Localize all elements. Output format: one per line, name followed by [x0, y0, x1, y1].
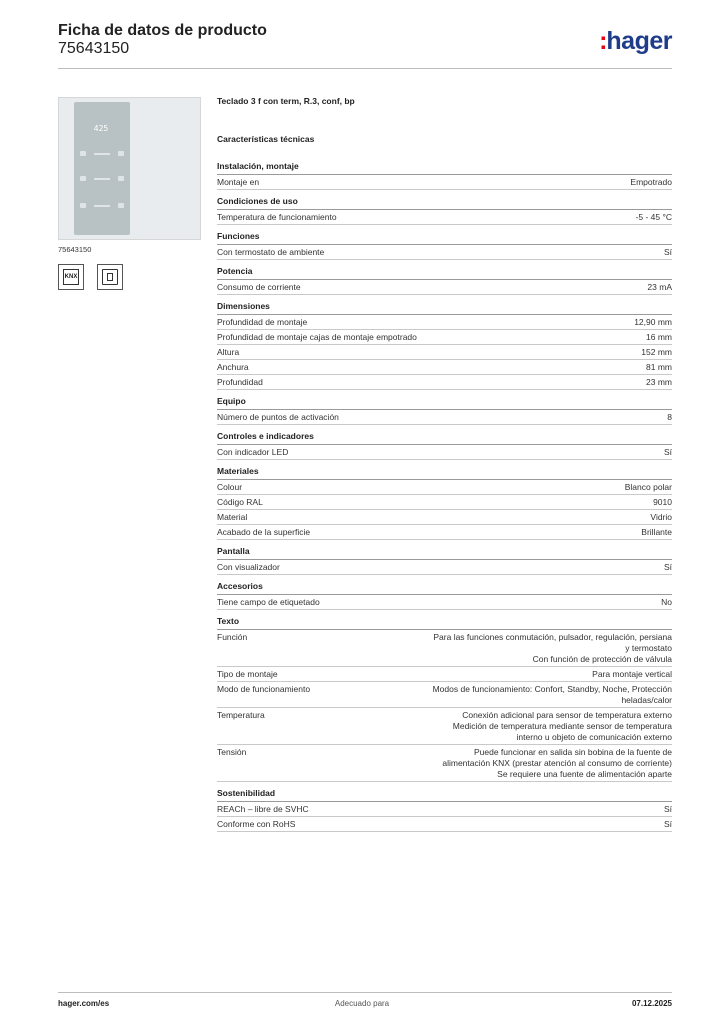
logo-text: hager — [606, 27, 672, 55]
spec-label: Función — [217, 632, 248, 642]
spec-section — [217, 196, 672, 225]
spec-section — [217, 266, 672, 295]
spec-row — [217, 480, 672, 495]
logo-colon: : — [599, 27, 606, 55]
spec-value: Para montaje vertical — [592, 669, 672, 679]
spec-row — [217, 630, 672, 667]
spec-section-title: Controles e indicadores — [217, 431, 672, 445]
knx-symbol-icon: KNX — [58, 264, 84, 290]
hager-logo[interactable] — [599, 27, 672, 56]
spec-row — [217, 510, 672, 525]
spec-section-title: Condiciones de uso — [217, 196, 672, 210]
spec-section — [217, 788, 672, 832]
document-title: Ficha de datos de producto — [58, 22, 267, 39]
footer-suitable-for: Adecuado para — [334, 999, 390, 1008]
footer-divider — [58, 992, 672, 993]
spec-section — [217, 431, 672, 460]
footer-date: 07.12.2025 — [631, 999, 672, 1008]
spec-section-title: Equipo — [217, 396, 672, 410]
spec-row — [217, 345, 672, 360]
spec-section — [217, 161, 672, 190]
spec-section-title: Sostenibilidad — [217, 788, 672, 802]
spec-label: Profundidad — [217, 377, 263, 387]
spec-label: Con termostato de ambiente — [217, 247, 325, 257]
spec-value: Conexión adicional para sensor de temperatura externo Medición de temperatura mediante sensor de temperatura interno u objeto de comunicación externo — [452, 710, 672, 742]
spec-label: Con visualizador — [217, 562, 280, 572]
spec-value: No — [661, 597, 672, 607]
spec-label: Montaje en — [217, 177, 260, 187]
spec-row — [217, 560, 672, 575]
spec-value: Sí — [663, 804, 672, 814]
product-description: Teclado 3 f con term, R.3, conf, bp — [217, 96, 355, 106]
spec-row — [217, 445, 672, 460]
spec-section-title: Accesorios — [217, 581, 672, 595]
spec-label: Código RAL — [217, 497, 263, 507]
spec-value: Sí — [663, 562, 672, 572]
technical-content — [217, 96, 672, 838]
spec-section — [217, 616, 672, 782]
spec-row — [217, 375, 672, 390]
product-image — [58, 97, 201, 240]
footer-website-link[interactable]: hager.com/es — [58, 999, 110, 1008]
spec-value: 8 — [667, 412, 672, 422]
spec-value: Vidrio — [650, 512, 672, 522]
spec-row — [217, 245, 672, 260]
spec-value: 23 mm — [646, 377, 672, 387]
spec-section-title: Instalación, montaje — [217, 161, 672, 175]
spec-label: Anchura — [217, 362, 249, 372]
spec-row — [217, 330, 672, 345]
spec-section-title: Pantalla — [217, 546, 672, 560]
spec-value: Empotrado — [630, 177, 672, 187]
spec-label: Temperatura — [217, 710, 265, 720]
spec-label: Conforme con RoHS — [217, 819, 296, 829]
spec-label: Tipo de montaje — [217, 669, 278, 679]
spec-value: -5 - 45 °C — [635, 212, 672, 222]
spec-label: Modo de funcionamiento — [217, 684, 311, 694]
spec-section-title: Texto — [217, 616, 672, 630]
spec-value: Para las funciones conmutación, pulsador, regulación, persiana y termostato Con función de protección de válvula — [433, 632, 672, 664]
spec-value: Sí — [663, 447, 672, 457]
spec-label: Tensión — [217, 747, 247, 757]
spec-label: Con indicador LED — [217, 447, 289, 457]
spec-section — [217, 581, 672, 610]
spec-row — [217, 410, 672, 425]
spec-label: Acabado de la superficie — [217, 527, 311, 537]
spec-value: 81 mm — [646, 362, 672, 372]
spec-value: Puede funcionar en salida sin bobina de la fuente de alimentación KNX (prestar atención al consumo de corriente) Se requiere una fuente de alimentación aparte — [442, 747, 672, 779]
spec-section-title: Potencia — [217, 266, 672, 280]
spec-label: Altura — [217, 347, 240, 357]
spec-section — [217, 231, 672, 260]
spec-row — [217, 315, 672, 330]
spec-label: Profundidad de montaje cajas de montaje empotrado — [217, 332, 417, 342]
spec-row — [217, 210, 672, 225]
spec-row — [217, 817, 672, 832]
spec-value: 23 mA — [647, 282, 672, 292]
spec-label: REACh – libre de SVHC — [217, 804, 309, 814]
keypad-button-row — [80, 202, 124, 212]
spec-value: Sí — [663, 247, 672, 257]
spec-value: Brillante — [641, 527, 672, 537]
spec-section-title: Materiales — [217, 466, 672, 480]
spec-value: Blanco polar — [624, 482, 672, 492]
spec-row — [217, 360, 672, 375]
keypad-display: 425 — [93, 124, 109, 133]
spec-row — [217, 595, 672, 610]
spec-value: Modos de funcionamiento: Confort, Standby, Noche, Protección heladas/calor — [432, 684, 672, 705]
spec-label: Temperatura de funcionamiento — [217, 212, 337, 222]
specification-sections — [217, 161, 672, 832]
spec-label: Número de puntos de activación — [217, 412, 339, 422]
spec-row — [217, 495, 672, 510]
spec-row — [217, 708, 672, 745]
spec-value: 9010 — [653, 497, 672, 507]
spec-value: 12,90 mm — [634, 317, 672, 327]
spec-section — [217, 546, 672, 575]
spec-row — [217, 667, 672, 682]
spec-row — [217, 280, 672, 295]
spec-section — [217, 396, 672, 425]
spec-section-title: Dimensiones — [217, 301, 672, 315]
spec-label: Colour — [217, 482, 243, 492]
spec-label: Profundidad de montaje — [217, 317, 308, 327]
image-caption: 75643150 — [58, 245, 92, 254]
spec-row — [217, 525, 672, 540]
keypad-panel-illustration — [74, 102, 130, 235]
spec-row — [217, 802, 672, 817]
spec-value: 16 mm — [646, 332, 672, 342]
spec-section-title: Funciones — [217, 231, 672, 245]
product-number: 75643150 — [58, 40, 130, 57]
keypad-button-row — [80, 175, 124, 185]
spec-value: Sí — [663, 819, 672, 829]
spec-label: Tiene campo de etiquetado — [217, 597, 320, 607]
header-divider — [58, 68, 672, 69]
keypad-button-row — [80, 150, 124, 160]
spec-row — [217, 745, 672, 782]
tech-characteristics-title: Características técnicas — [217, 134, 315, 144]
spec-value: 152 mm — [641, 347, 672, 357]
spec-section — [217, 466, 672, 540]
flush-mount-symbol-icon — [97, 264, 123, 290]
spec-label: Material — [217, 512, 248, 522]
spec-row — [217, 175, 672, 190]
spec-row — [217, 682, 672, 708]
spec-section — [217, 301, 672, 390]
spec-label: Consumo de corriente — [217, 282, 301, 292]
